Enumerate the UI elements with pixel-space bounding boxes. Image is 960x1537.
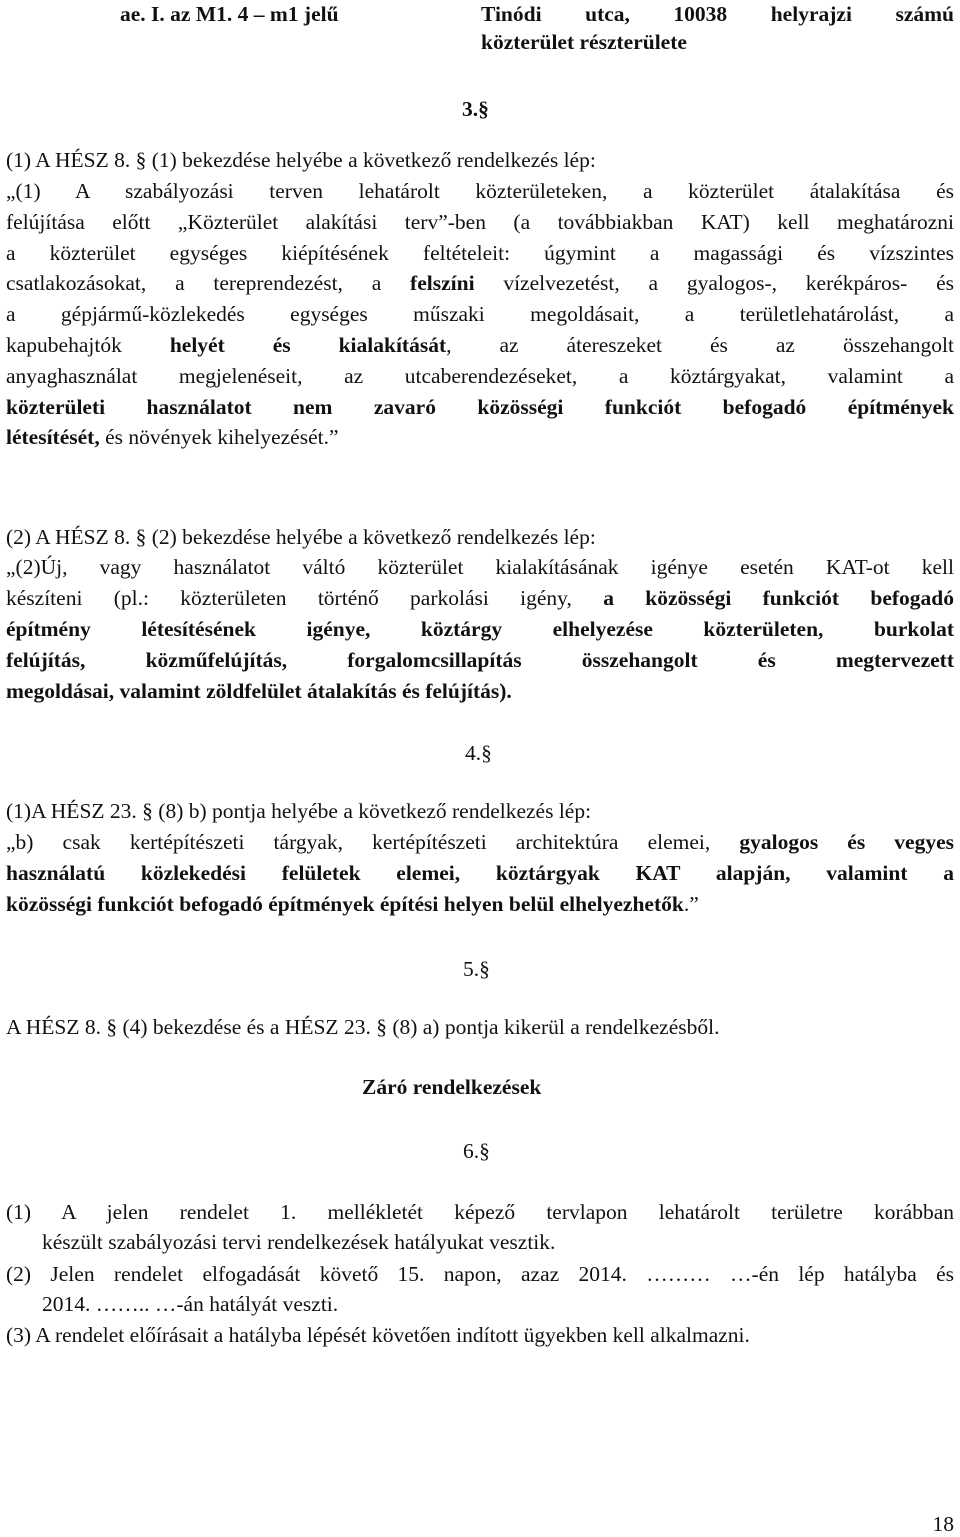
text-line: „(2)Új, vagy használatot váltó közterület kialakításának igénye esetén KAT-ot kell bbox=[6, 555, 954, 579]
text-line: készíteni (pl.: közterületen történő parkolási igény, a közösségi funkciót befogadó bbox=[6, 586, 954, 610]
section-4-intro: (1)A HÉSZ 23. § (8) b) pontja helyébe a következő rendelkezés lép: bbox=[6, 799, 592, 823]
text-line: építmény létesítésének igénye, köztárgy elhelyezése közterületen, burkolat bbox=[6, 617, 954, 641]
section-3-p1-intro: (1) A HÉSZ 8. § (1) bekezdése helyébe a következő rendelkezés lép: bbox=[6, 148, 596, 172]
text-line: felújítás, közműfelújítás, forgalomcsillapítás összehangolt és megtervezett bbox=[6, 648, 954, 672]
section-4-heading: 4.§ bbox=[465, 741, 492, 765]
closing-item-1: (1) A jelen rendelet 1. mellékletét képező tervlapon lehatárolt területre korábban bbox=[6, 1200, 954, 1224]
closing-item-3: (3) A rendelet előírásait a hatályba lépését követően indított ügyekben kell alkalmazni. bbox=[6, 1323, 750, 1347]
text-line: megoldásai, valamint zöldfelület átalakítás és felújítás). bbox=[6, 679, 512, 703]
closing-title: Záró rendelkezések bbox=[362, 1075, 542, 1099]
closing-item-2: (2) Jelen rendelet elfogadását követő 15. napon, azaz 2014. ……… …-én lép hatályba és bbox=[6, 1262, 954, 1286]
section-3-p2-intro: (2) A HÉSZ 8. § (2) bekezdése helyébe a következő rendelkezés lép: bbox=[6, 525, 596, 549]
text-line: „b) csak kertépítészeti tárgyak, kertépítészeti architektúra elemei, gyalogos és vegyes bbox=[6, 830, 954, 854]
section-5-text: A HÉSZ 8. § (4) bekezdése és a HÉSZ 23. § (8) a) pontja kikerül a rendelkezésből. bbox=[6, 1015, 720, 1039]
text-line: közösségi funkciót befogadó építmények építési helyen belül elhelyezhetők.” bbox=[6, 892, 699, 916]
text-line: „(1) A szabályozási terven lehatárolt közterületeken, a közterület átalakítása és bbox=[6, 179, 954, 203]
section-6-heading: 6.§ bbox=[463, 1139, 490, 1163]
text-line: felújítása előtt „Közterület alakítási terv”-ben (a továbbiakban KAT) kell meghatározni bbox=[6, 209, 954, 234]
text-line: létesítését, és növények kihelyezését.” bbox=[6, 425, 339, 450]
text-line: csatlakozásokat, a tereprendezést, a felszíni vízelvezetést, a gyalogos-, kerékpáros- és bbox=[6, 271, 954, 296]
page-number: 18 bbox=[932, 1512, 954, 1536]
text-line: közterületi használatot nem zavaró közösségi funkciót befogadó építmények bbox=[6, 394, 954, 419]
closing-item-1-cont: készült szabályozási tervi rendelkezések hatályukat vesztik. bbox=[42, 1230, 556, 1254]
section-3-heading: 3.§ bbox=[462, 97, 489, 121]
header-left: ae. I. az M1. 4 – m1 jelű bbox=[120, 2, 339, 26]
section-5-heading: 5.§ bbox=[463, 957, 490, 981]
closing-item-2-cont: 2014. …….. …-án hatályát veszti. bbox=[42, 1292, 339, 1316]
text-line: kapubehajtók helyét és kialakítását, az átereszeket és az összehangolt bbox=[6, 333, 955, 357]
text-line: a közterület egységes kiépítésének feltételeit: úgymint a magassági és vízszintes bbox=[6, 240, 954, 265]
text-line: a gépjármű-közlekedés egységes műszaki megoldásait, a területlehatárolást, a bbox=[6, 302, 954, 327]
text-line: anyaghasználat megjelenéseit, az utcaberendezéseket, a köztárgyakat, valamint a bbox=[6, 363, 954, 388]
header-right-line2: közterület részterülete bbox=[481, 30, 687, 54]
header-right-line1: Tinódi utca, 10038 helyrajzi számú bbox=[481, 2, 954, 26]
text-line: használatú közlekedési felületek elemei, köztárgyak KAT alapján, valamint a bbox=[6, 861, 954, 885]
